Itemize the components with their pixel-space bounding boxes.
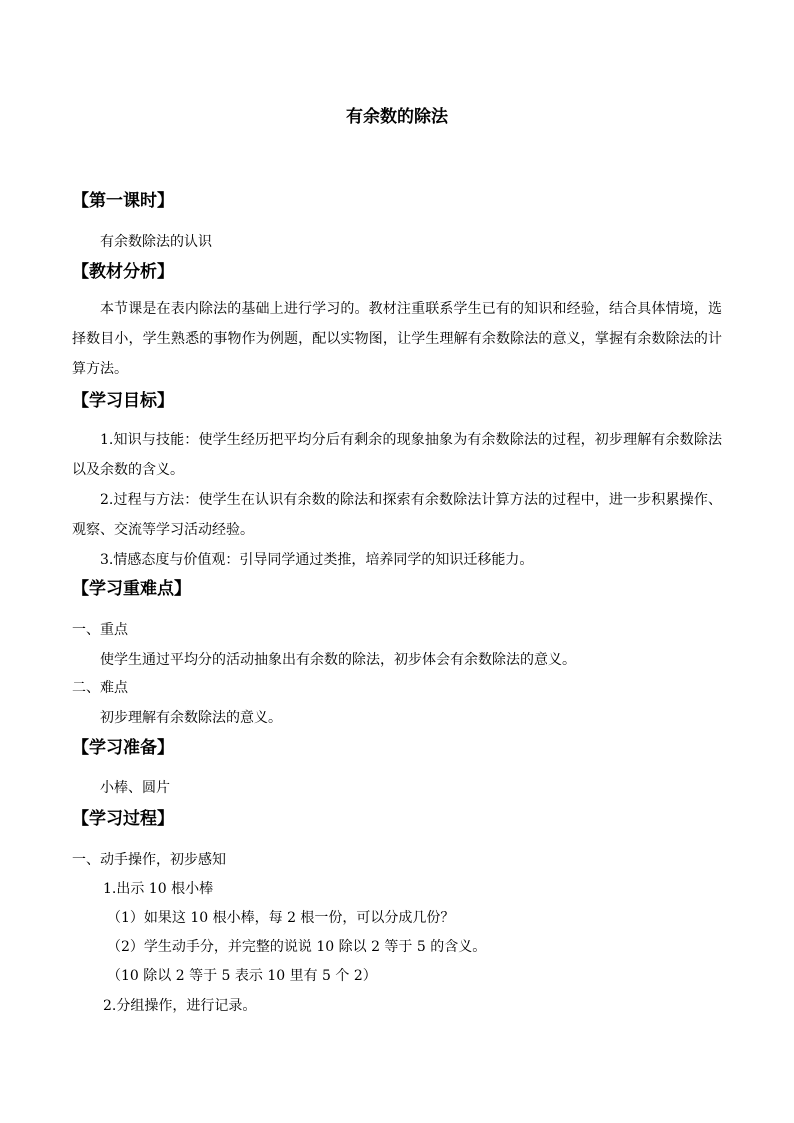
lesson-heading: 【第一课时】 xyxy=(72,191,174,211)
objectives-heading: 【学习目标】 xyxy=(72,391,174,411)
objective-item-2: 2.过程与方法：使学生在认识有余数的除法和探索有余数除法计算方法的过程中，进一步积累操作、观察、交流等学习活动经验。 xyxy=(72,492,722,538)
preparation-heading: 【学习准备】 xyxy=(72,738,174,758)
lesson-topic: 有余数除法的认识 xyxy=(100,234,212,250)
process-sub-item-3: （10 除以 2 等于 5 表示 10 里有 5 个 2） xyxy=(107,968,377,984)
difficulty-text: 初步理解有余数除法的意义。 xyxy=(100,710,282,726)
analysis-paragraph: 本节课是在表内除法的基础上进行学习的。教材注重联系学生已有的知识和经验，结合具体情境，选择数目小，学生熟悉的事物作为例题，配以实物图，让学生理解有余数除法的意义，掌握有余数除法的计算方法。 xyxy=(72,301,722,377)
objective-item-3: 3.情感态度与价值观：引导同学通过类推，培养同学的知识迁移能力。 xyxy=(100,552,534,568)
document-title: 有余数的除法 xyxy=(346,107,448,127)
process-sub-item-1: （1）如果这 10 根小棒，每 2 根一份，可以分成几份？ xyxy=(107,910,455,926)
process-step-1-title: 一、动手操作，初步感知 xyxy=(72,852,226,868)
objective-item-1: 1.知识与技能：使学生经历把平均分后有剩余的现象抽象为有余数除法的过程，初步理解有余数除法以及余数的含义。 xyxy=(72,432,722,478)
preparation-text: 小棒、圆片 xyxy=(100,780,170,796)
difficulty-label: 二、难点 xyxy=(72,680,128,696)
key-points-heading: 【学习重难点】 xyxy=(72,579,191,599)
analysis-heading: 【教材分析】 xyxy=(72,262,174,282)
key-point-label: 一、重点 xyxy=(72,622,128,638)
key-point-text: 使学生通过平均分的活动抽象出有余数的除法，初步体会有余数除法的意义。 xyxy=(100,652,576,668)
process-item-2: 2.分组操作，进行记录。 xyxy=(103,998,257,1014)
process-heading: 【学习过程】 xyxy=(72,809,174,829)
process-sub-item-2: （2）学生动手分，并完整的说说 10 除以 2 等于 5 的含义。 xyxy=(107,939,487,955)
process-item-1: 1.出示 10 根小棒 xyxy=(103,881,214,897)
